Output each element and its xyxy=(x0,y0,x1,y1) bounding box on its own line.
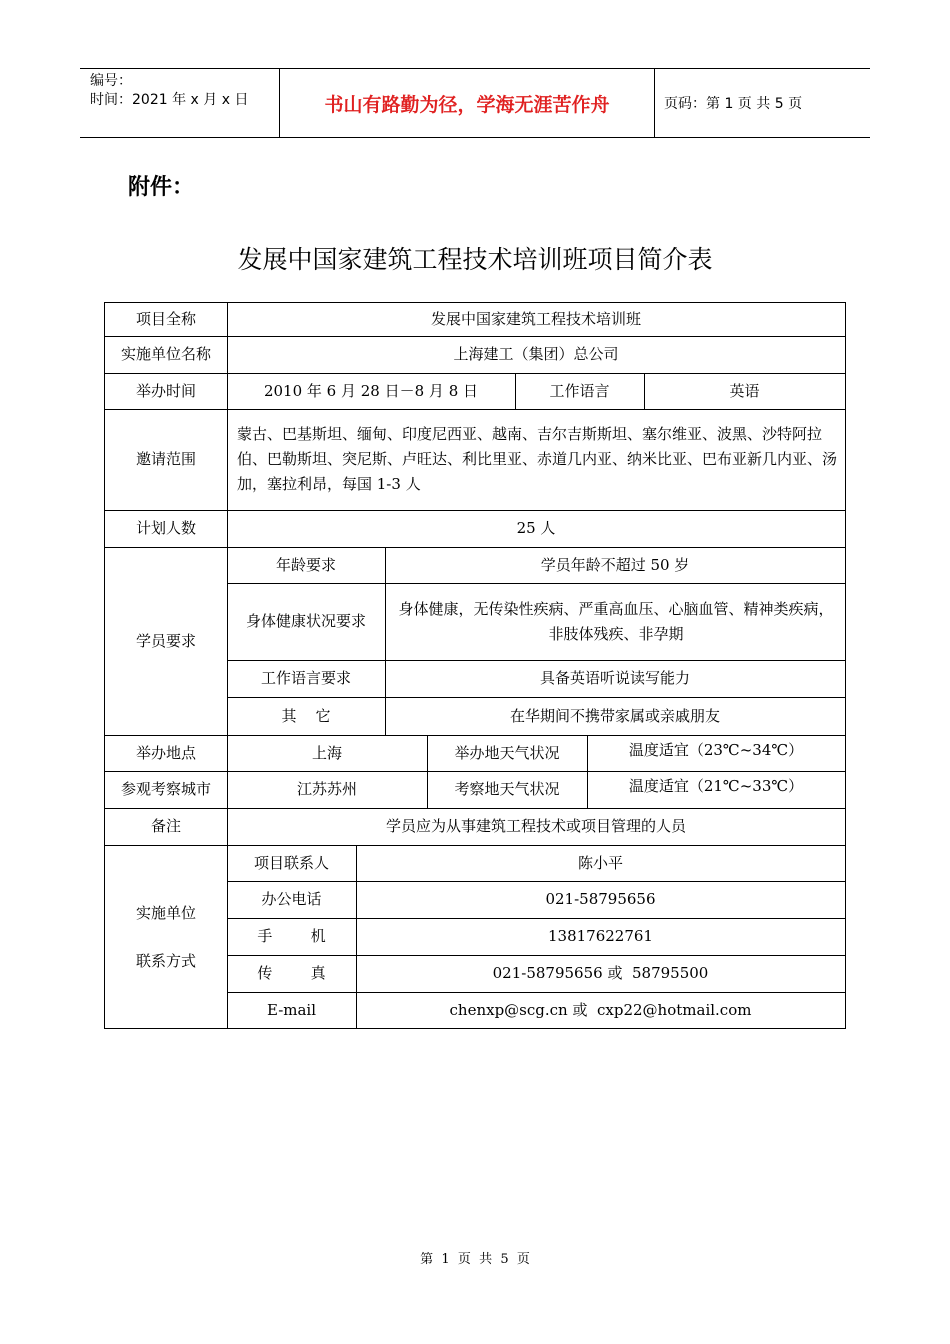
mobile-value: 13817622761 xyxy=(548,927,653,945)
invite-label: 邀请范围 xyxy=(135,450,196,468)
header-info xyxy=(80,69,280,137)
page-header xyxy=(80,68,870,138)
project-name-label: 项目全称 xyxy=(135,310,196,328)
project-name-value: 发展中国家建筑工程技术培训班 xyxy=(430,310,641,328)
plan-value: 25 人 xyxy=(516,519,556,537)
org-label: 实施单位名称 xyxy=(120,345,211,363)
document-title: 发展中国家建筑工程技术培训班项目简介表 xyxy=(237,245,713,274)
header-motto: 书山有路勤为径，学海无涯苦作舟 xyxy=(280,69,655,137)
attachment-label: 附件： xyxy=(128,175,195,200)
office-phone-value: 021-58795656 xyxy=(545,890,656,908)
remark-label: 备注 xyxy=(150,817,181,835)
doc-date: 时间：2021 年 x 月 x 日 xyxy=(90,92,249,108)
header-page-number: 页码：第 1 页 共 5 页 xyxy=(664,96,803,112)
email-label: E-mail xyxy=(266,1000,317,1019)
visit-label: 参观考察城市 xyxy=(120,780,211,798)
time-label: 举办时间 xyxy=(135,381,196,400)
visit-weather-label: 考察地天气状况 xyxy=(454,780,560,798)
other-label: 其 它 xyxy=(281,706,331,725)
venue-value: 上海 xyxy=(311,743,342,762)
office-phone-label: 办公电话 xyxy=(261,890,322,908)
org-value: 上海建工（集团）总公司 xyxy=(453,345,619,363)
project-info-table xyxy=(104,302,846,1029)
remark-value: 学员应为从事建筑工程技术或项目管理的人员 xyxy=(385,817,686,835)
language-value: 英语 xyxy=(729,381,760,400)
time-value: 2010 年 6 月 28 日－8 月 8 日 xyxy=(263,381,479,400)
lang-req-value: 具备英语听说读写能力 xyxy=(539,669,690,687)
language-label: 工作语言 xyxy=(549,381,610,400)
contact-label-line-1: 实施单位 xyxy=(135,903,196,922)
fax-label: 传 真 xyxy=(257,964,326,982)
contact-label-line-2: 联系方式 xyxy=(135,951,196,970)
age-label: 年龄要求 xyxy=(275,555,336,574)
contact-label xyxy=(105,845,227,1028)
venue-label: 举办地点 xyxy=(135,743,196,762)
other-value: 在华期间不携带家属或亲戚朋友 xyxy=(509,706,720,725)
venue-weather-value: 温度适宜（23℃~34℃） xyxy=(628,740,804,759)
student-req-label: 学员要求 xyxy=(135,631,196,650)
page-footer: 第 1 页 共 5 页 xyxy=(420,1252,530,1267)
contact-person-label: 项目联系人 xyxy=(253,853,329,872)
mobile-label: 手 机 xyxy=(257,927,326,945)
venue-weather-label: 举办地天气状况 xyxy=(454,743,560,762)
visit-weather-value: 温度适宜（21℃~33℃） xyxy=(628,776,804,795)
invite-value: 蒙古、巴基斯坦、缅甸、印度尼西亚、越南、吉尔吉斯斯坦、塞尔维亚、波黑、沙特阿拉伯、巴勒斯坦、突尼斯、卢旺达、利比里亚、赤道几内亚、纳米比亚、巴布亚新几内亚、汤加，塞拉利昂，每国 1-3 人 xyxy=(237,425,838,493)
lang-req-label: 工作语言要求 xyxy=(260,669,351,687)
health-label: 身体健康状况要求 xyxy=(245,612,366,630)
fax-value: 021-58795656 或 58795500 xyxy=(492,964,709,982)
visit-value: 江苏苏州 xyxy=(296,780,357,798)
email-value: chenxp@scg.cn 或 cxp22@hotmail.com xyxy=(449,1000,752,1019)
doc-number: 编号： xyxy=(90,73,132,89)
contact-person-value: 陈小平 xyxy=(577,853,623,872)
plan-label: 计划人数 xyxy=(135,519,196,537)
health-value: 身体健康，无传染性疾病、严重高血压、心脑血管、精神类疾病，非肢体残疾、非孕期 xyxy=(398,599,834,643)
age-value: 学员年龄不超过 50 岁 xyxy=(540,555,690,574)
